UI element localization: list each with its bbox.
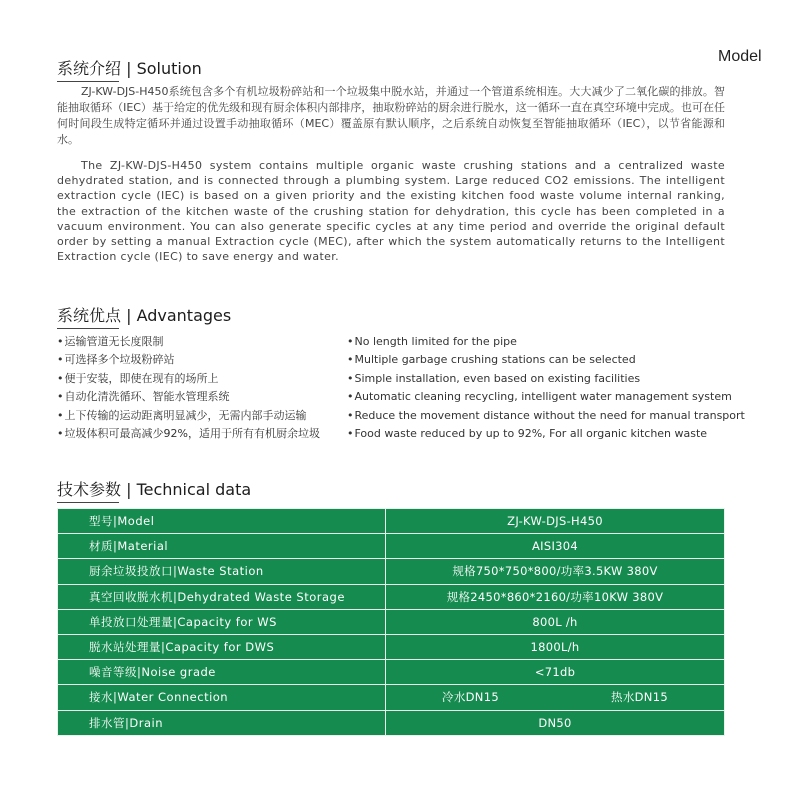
- spec-label: 厨余垃圾投放口|Waste Station: [58, 559, 386, 584]
- list-item: • Simple installation, even based on existing facilities: [347, 370, 745, 388]
- spec-value: 800L /h: [386, 609, 725, 634]
- hot-water-value: 热水DN15: [611, 690, 668, 705]
- table-row: [58, 710, 725, 735]
- list-item: • Multiple garbage crushing stations can be selected: [347, 351, 745, 369]
- table-row: [58, 609, 725, 634]
- table-row: [58, 559, 725, 584]
- table-row: [58, 534, 725, 559]
- spec-label: 噪音等级|Noise grade: [58, 660, 386, 685]
- table-row: [58, 660, 725, 685]
- spec-value: 1800L/h: [386, 634, 725, 659]
- advantages-title: 系统优点 | Advantages: [57, 306, 232, 325]
- solution-title: 系统介绍 | Solution: [57, 59, 202, 78]
- list-item: • 垃圾体积可最高减少92%，适用于所有有机厨余垃圾: [57, 425, 320, 443]
- spec-value: ZJ-KW-DJS-H450: [386, 509, 725, 534]
- spec-value: AISI304: [386, 534, 725, 559]
- table-row: [58, 685, 725, 710]
- model-tag: Model: [718, 48, 762, 65]
- spec-value: <71db: [386, 660, 725, 685]
- list-item: • Automatic cleaning recycling, intelligent water management system: [347, 388, 745, 406]
- advantages-zh-list: [57, 333, 320, 443]
- table-row: [58, 634, 725, 659]
- table-row: [58, 509, 725, 534]
- list-item: • 可选择多个垃圾粉碎站: [57, 351, 320, 369]
- solution-heading: [57, 56, 202, 79]
- solution-en-paragraph: The ZJ-KW-DJS-H450 system contains multiple organic waste crushing stations and a centralized waste dehydrated station, and is connected through a plumbing system. Large reduced CO2 emissions. The intelligent extraction cycle (IEC) is based on a given priority and the existing kitchen food waste volume internal ranking, the extraction of the kitchen waste of the crushing station for dehydration, this cycle has been completed in a vacuum environment. You can also generate specific cycles at any time period and override the original default order by setting a manual Extraction cycle (MEC), after which the system automatically returns to the Intelligent Extraction cycle (IEC) to save energy and water.: [57, 159, 725, 264]
- spec-value: DN50: [386, 710, 725, 735]
- solution-zh-paragraph: ZJ-KW-DJS-H450系统包含多个有机垃圾粉碎站和一个垃圾集中脱水站，并通过一个管道系统相连。大大减少了二氧化碳的排放。智能抽取循环（IEC）基于给定的优先级和现有厨余体积内部排序，抽取粉碎站的厨余进行脱水，这一循环一直在真空环境中完成。也可在任何时间段生成特定循环并通过设置手动抽取循环（MEC）覆盖原有默认顺序，之后系统自动恢复至智能抽取循环（IEC），以节省能源和水。: [57, 85, 725, 146]
- list-item: • 自动化清洗循环、智能水管理系统: [57, 388, 320, 406]
- list-item: • 运输管道无长度限制: [57, 333, 320, 351]
- cold-water-value: 冷水DN15: [442, 690, 499, 705]
- water-connection-values: [386, 689, 724, 705]
- spec-value: [386, 685, 725, 710]
- list-item: • Reduce the movement distance without the need for manual transport: [347, 407, 745, 425]
- spec-label: 型号|Model: [58, 509, 386, 534]
- spec-label: 真空回收脱水机|Dehydrated Waste Storage: [58, 584, 386, 609]
- list-item: • 上下传输的运动距离明显减少，无需内部手动运输: [57, 407, 320, 425]
- technical-heading: [57, 477, 251, 500]
- spec-value: 规格2450*860*2160/功率10KW 380V: [386, 584, 725, 609]
- advantages-heading: [57, 303, 231, 326]
- advantages-en-list: [347, 333, 745, 443]
- solution-underline: [57, 81, 119, 83]
- technical-underline: [57, 502, 119, 504]
- spec-label: 脱水站处理量|Capacity for DWS: [58, 634, 386, 659]
- list-item: • 便于安装，即使在现有的场所上: [57, 370, 320, 388]
- spec-value: 规格750*750*800/功率3.5KW 380V: [386, 559, 725, 584]
- list-item: • No length limited for the pipe: [347, 333, 745, 351]
- technical-data-table: [57, 508, 725, 736]
- technical-title: 技术参数 | Technical data: [57, 480, 252, 499]
- advantages-underline: [57, 328, 119, 330]
- spec-label: 排水管|Drain: [58, 710, 386, 735]
- list-item: • Food waste reduced by up to 92%, For all organic kitchen waste: [347, 425, 745, 443]
- spec-label: 单投放口处理量|Capacity for WS: [58, 609, 386, 634]
- spec-label: 材质|Material: [58, 534, 386, 559]
- table-row: [58, 584, 725, 609]
- spec-label: 接水|Water Connection: [58, 685, 386, 710]
